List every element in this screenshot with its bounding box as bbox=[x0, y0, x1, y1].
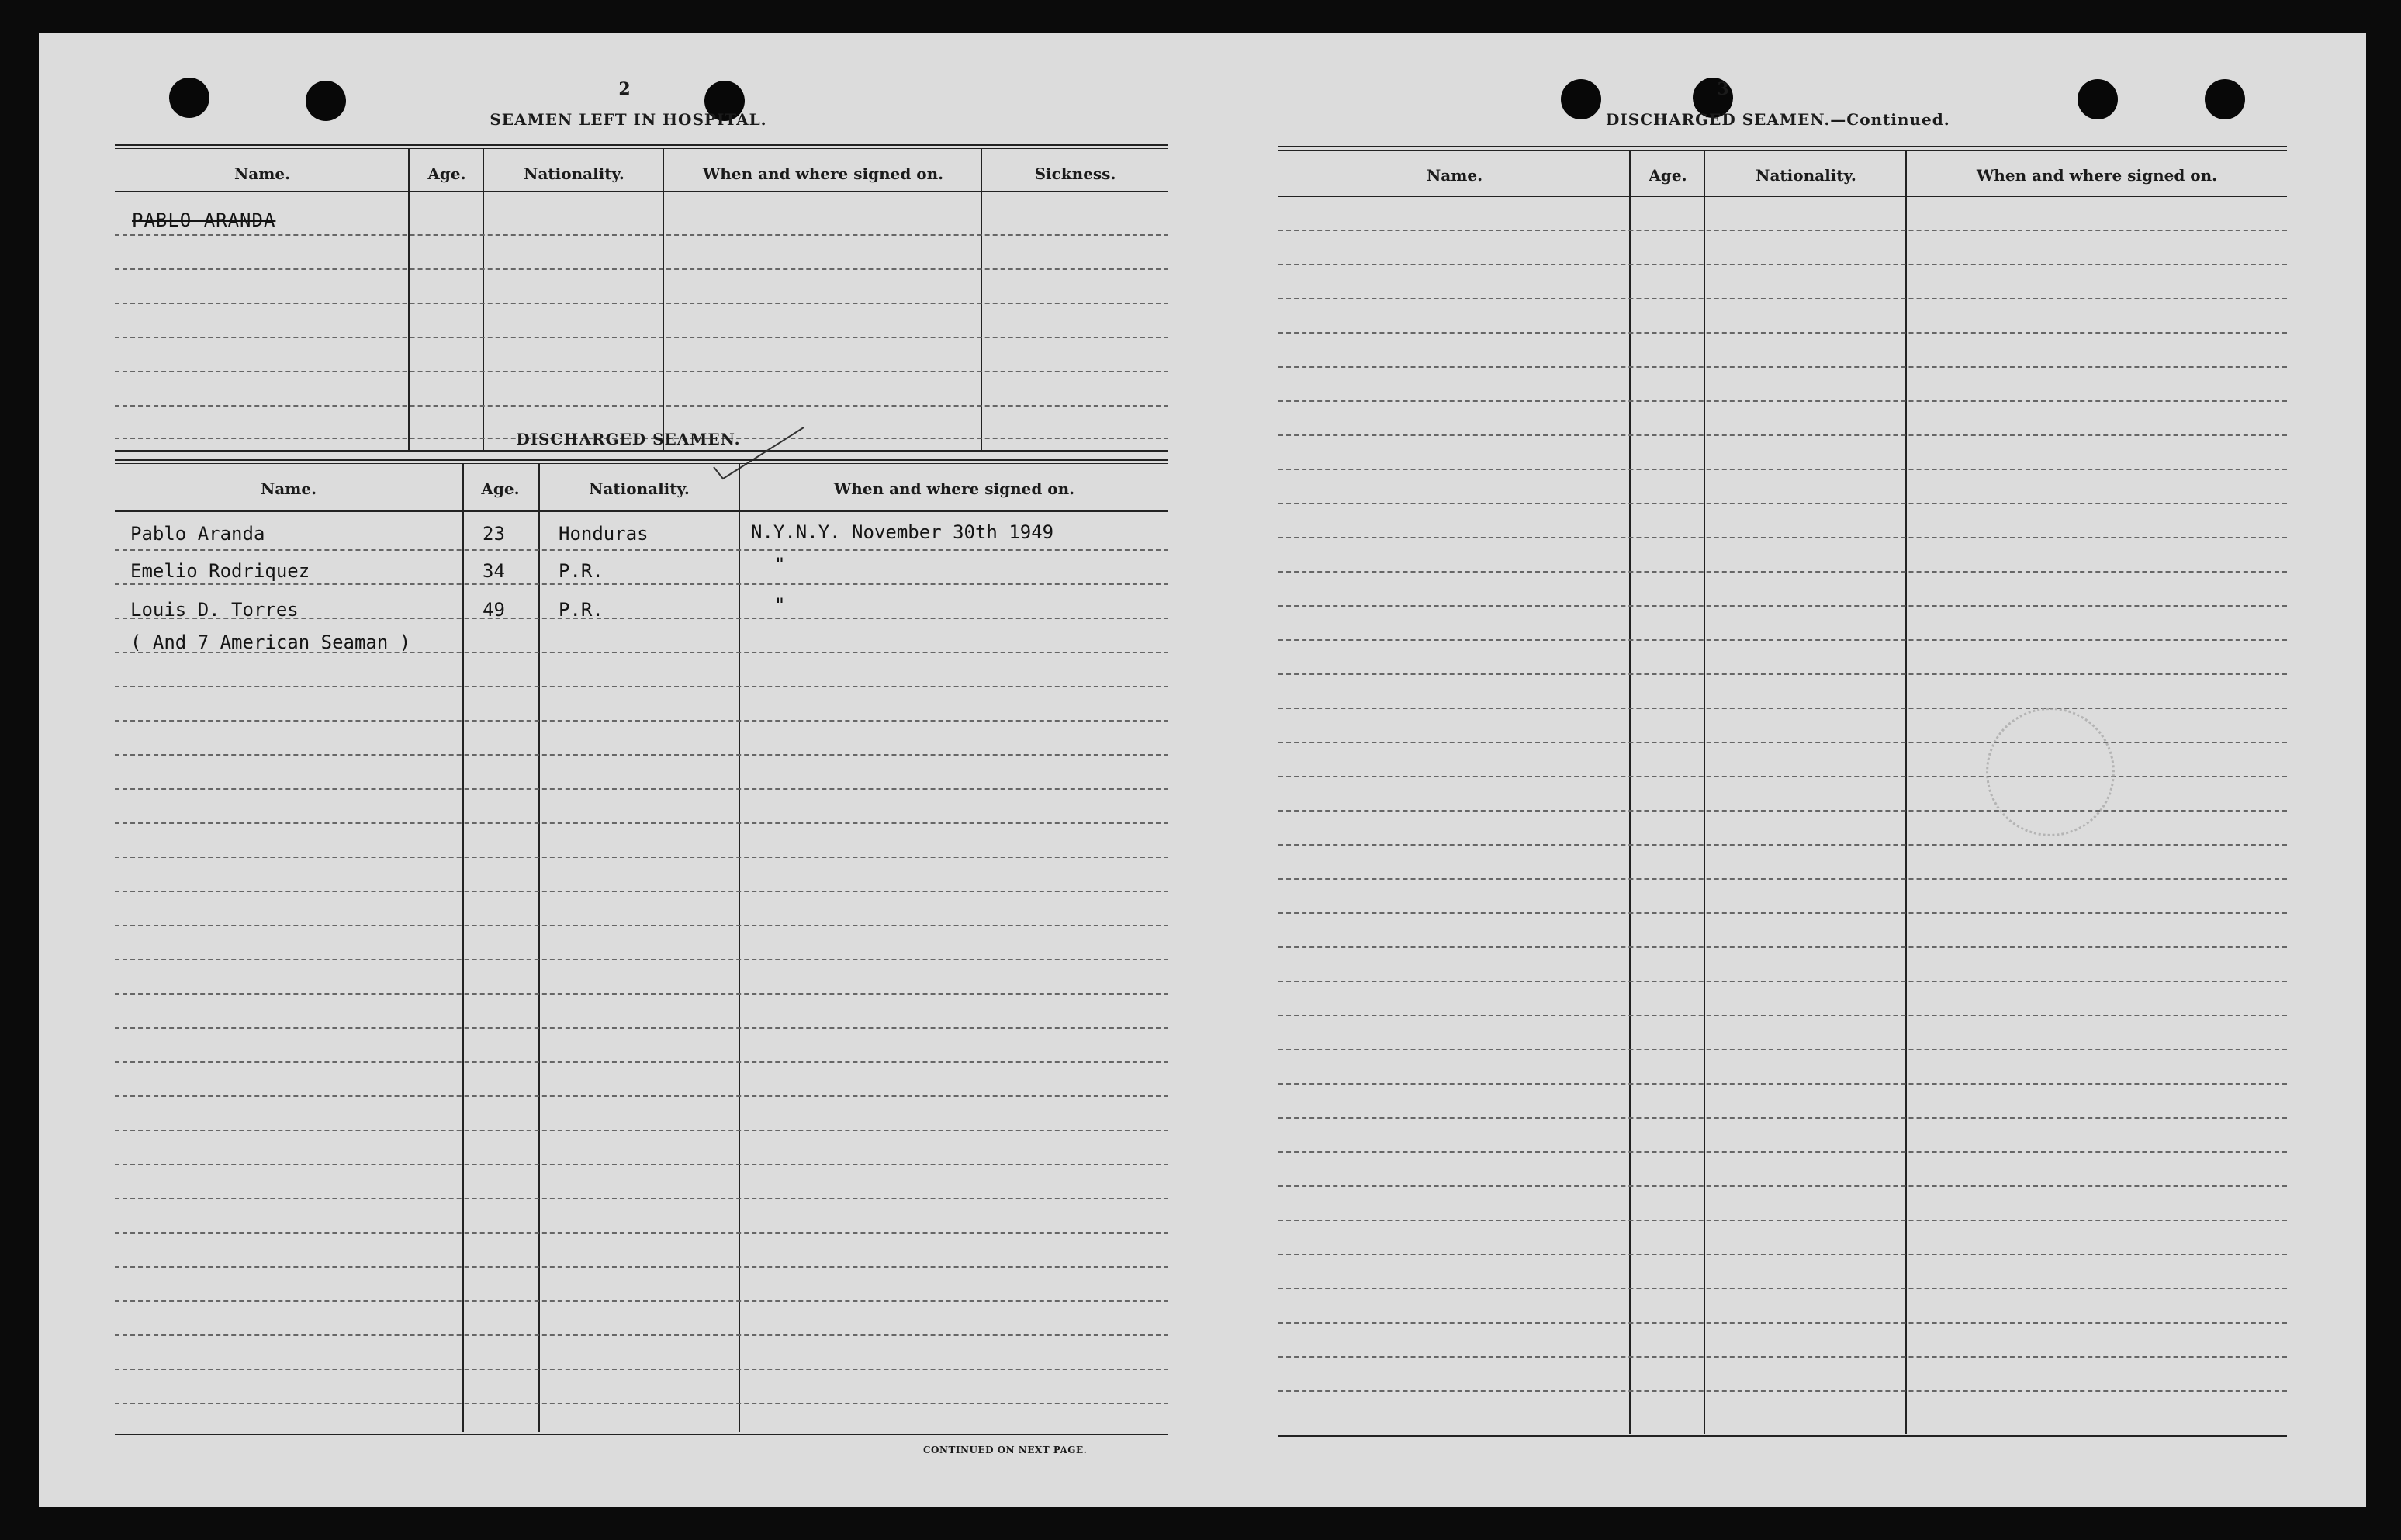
page-number: 2 bbox=[618, 79, 631, 99]
row-line bbox=[115, 1300, 1168, 1302]
row-line bbox=[1278, 844, 2287, 846]
row-line bbox=[1278, 776, 2287, 777]
seaman-name: Louis D. Torres bbox=[130, 599, 299, 621]
row-line bbox=[1278, 1322, 2287, 1324]
section-rule bbox=[115, 450, 1168, 452]
column-header-name: Name. bbox=[260, 479, 317, 498]
row-line bbox=[115, 754, 1168, 756]
row-line bbox=[115, 1198, 1168, 1199]
row-line bbox=[1278, 1015, 2287, 1016]
left-page bbox=[39, 33, 1202, 1507]
row-line bbox=[1278, 708, 2287, 709]
seaman-name: Emelio Rodriquez bbox=[130, 560, 310, 582]
row-line bbox=[115, 405, 1168, 407]
row-line bbox=[115, 788, 1168, 790]
row-line bbox=[115, 1164, 1168, 1165]
bottom-rule bbox=[115, 1434, 1168, 1435]
faint-stamp bbox=[1986, 708, 2115, 836]
column-header-age: Age. bbox=[427, 164, 466, 183]
column-header-name: Name. bbox=[234, 164, 291, 183]
row-line bbox=[1278, 1220, 2287, 1221]
row-line bbox=[1278, 981, 2287, 982]
row-line bbox=[115, 268, 1168, 270]
row-line bbox=[115, 686, 1168, 687]
header-rule bbox=[1278, 196, 2287, 197]
column-rule bbox=[462, 464, 464, 1432]
row-line bbox=[115, 1130, 1168, 1131]
divider bbox=[1278, 146, 2287, 151]
row-line bbox=[1278, 1356, 2287, 1358]
column-header-nationality: Nationality. bbox=[589, 479, 690, 498]
row-line bbox=[115, 1369, 1168, 1370]
row-line bbox=[1278, 912, 2287, 914]
seaman-nationality: P.R. bbox=[559, 560, 604, 582]
column-header-age: Age. bbox=[1649, 166, 1687, 185]
row-line bbox=[1278, 1185, 2287, 1187]
row-line bbox=[1278, 1049, 2287, 1050]
row-line bbox=[1278, 878, 2287, 880]
seaman-nationality: Honduras bbox=[559, 523, 649, 545]
row-line bbox=[1278, 264, 2287, 265]
row-line bbox=[1278, 332, 2287, 334]
row-line bbox=[1278, 230, 2287, 231]
row-line bbox=[115, 371, 1168, 372]
header-rule bbox=[115, 191, 1168, 192]
row-line bbox=[1278, 571, 2287, 573]
row-line bbox=[1278, 673, 2287, 675]
row-line bbox=[1278, 639, 2287, 641]
seaman-signed-on: " bbox=[774, 554, 786, 576]
row-line bbox=[115, 925, 1168, 926]
row-line bbox=[115, 234, 1168, 236]
row-line bbox=[115, 549, 1168, 551]
struck-out-entry: PABLO ARANDA bbox=[132, 209, 276, 231]
row-line bbox=[1278, 810, 2287, 812]
column-header-nationality: Nationality. bbox=[1756, 166, 1856, 185]
column-header-nationality: Nationality. bbox=[524, 164, 624, 183]
header-rule bbox=[115, 510, 1168, 512]
column-header-sickness: Sickness. bbox=[1034, 164, 1116, 183]
row-line bbox=[115, 652, 1168, 653]
row-line bbox=[1278, 503, 2287, 504]
row-line bbox=[115, 583, 1168, 585]
column-rule bbox=[739, 464, 740, 1432]
column-header-signed-on: When and where signed on. bbox=[1976, 166, 2218, 185]
column-rule bbox=[1905, 151, 1907, 1434]
discharged-section-title: DISCHARGED SEAMEN. bbox=[516, 430, 741, 448]
row-line bbox=[1278, 366, 2287, 368]
column-header-age: Age. bbox=[481, 479, 520, 498]
divider bbox=[115, 459, 1168, 464]
row-line bbox=[1278, 1117, 2287, 1119]
row-line bbox=[115, 857, 1168, 858]
seaman-age: 23 bbox=[483, 523, 505, 545]
column-rule bbox=[1629, 151, 1631, 1434]
row-line bbox=[115, 720, 1168, 722]
row-line bbox=[1278, 1254, 2287, 1255]
row-line bbox=[115, 822, 1168, 824]
column-header-signed-on: When and where signed on. bbox=[833, 479, 1075, 498]
row-line bbox=[115, 1266, 1168, 1268]
row-line bbox=[115, 1232, 1168, 1234]
row-line bbox=[115, 1061, 1168, 1063]
row-line bbox=[115, 303, 1168, 304]
row-line bbox=[115, 959, 1168, 960]
seaman-signed-on: N.Y.N.Y. November 30th 1949 bbox=[751, 521, 1054, 543]
row-line bbox=[1278, 469, 2287, 470]
row-line bbox=[115, 1403, 1168, 1404]
seaman-age: 49 bbox=[483, 599, 505, 621]
page-number: 3 bbox=[1717, 79, 1729, 99]
row-line bbox=[1278, 298, 2287, 299]
discharged-continued-title: DISCHARGED SEAMEN.—Continued. bbox=[1606, 110, 1950, 129]
column-rule bbox=[1704, 151, 1705, 1434]
row-line bbox=[115, 993, 1168, 995]
row-line bbox=[115, 1334, 1168, 1336]
seaman-signed-on: " bbox=[774, 594, 786, 616]
document-sheet bbox=[39, 33, 2366, 1507]
column-rule bbox=[538, 464, 540, 1432]
divider bbox=[115, 144, 1168, 149]
row-line bbox=[115, 618, 1168, 619]
row-line bbox=[1278, 1083, 2287, 1085]
row-line bbox=[115, 1095, 1168, 1097]
seaman-nationality: P.R. bbox=[559, 599, 604, 621]
hospital-section-title: SEAMEN LEFT IN HOSPITAL. bbox=[490, 110, 767, 129]
row-line bbox=[115, 1027, 1168, 1029]
row-line bbox=[115, 891, 1168, 892]
seaman-age: 34 bbox=[483, 560, 505, 582]
seaman-name: Pablo Aranda bbox=[130, 523, 265, 545]
row-line bbox=[1278, 434, 2287, 436]
row-line bbox=[1278, 537, 2287, 538]
bottom-rule bbox=[1278, 1435, 2287, 1437]
column-header-name: Name. bbox=[1426, 166, 1483, 185]
row-line bbox=[1278, 1151, 2287, 1153]
row-line bbox=[1278, 946, 2287, 948]
seaman-note: ( And 7 American Seaman ) bbox=[130, 632, 411, 653]
row-line bbox=[1278, 1390, 2287, 1392]
right-page bbox=[1202, 33, 2366, 1507]
row-line bbox=[1278, 605, 2287, 607]
row-line bbox=[1278, 400, 2287, 402]
column-header-signed-on: When and where signed on. bbox=[702, 164, 944, 183]
row-line bbox=[1278, 1288, 2287, 1289]
row-line bbox=[115, 337, 1168, 338]
continued-note: CONTINUED ON NEXT PAGE. bbox=[923, 1445, 1088, 1455]
row-line bbox=[1278, 742, 2287, 743]
